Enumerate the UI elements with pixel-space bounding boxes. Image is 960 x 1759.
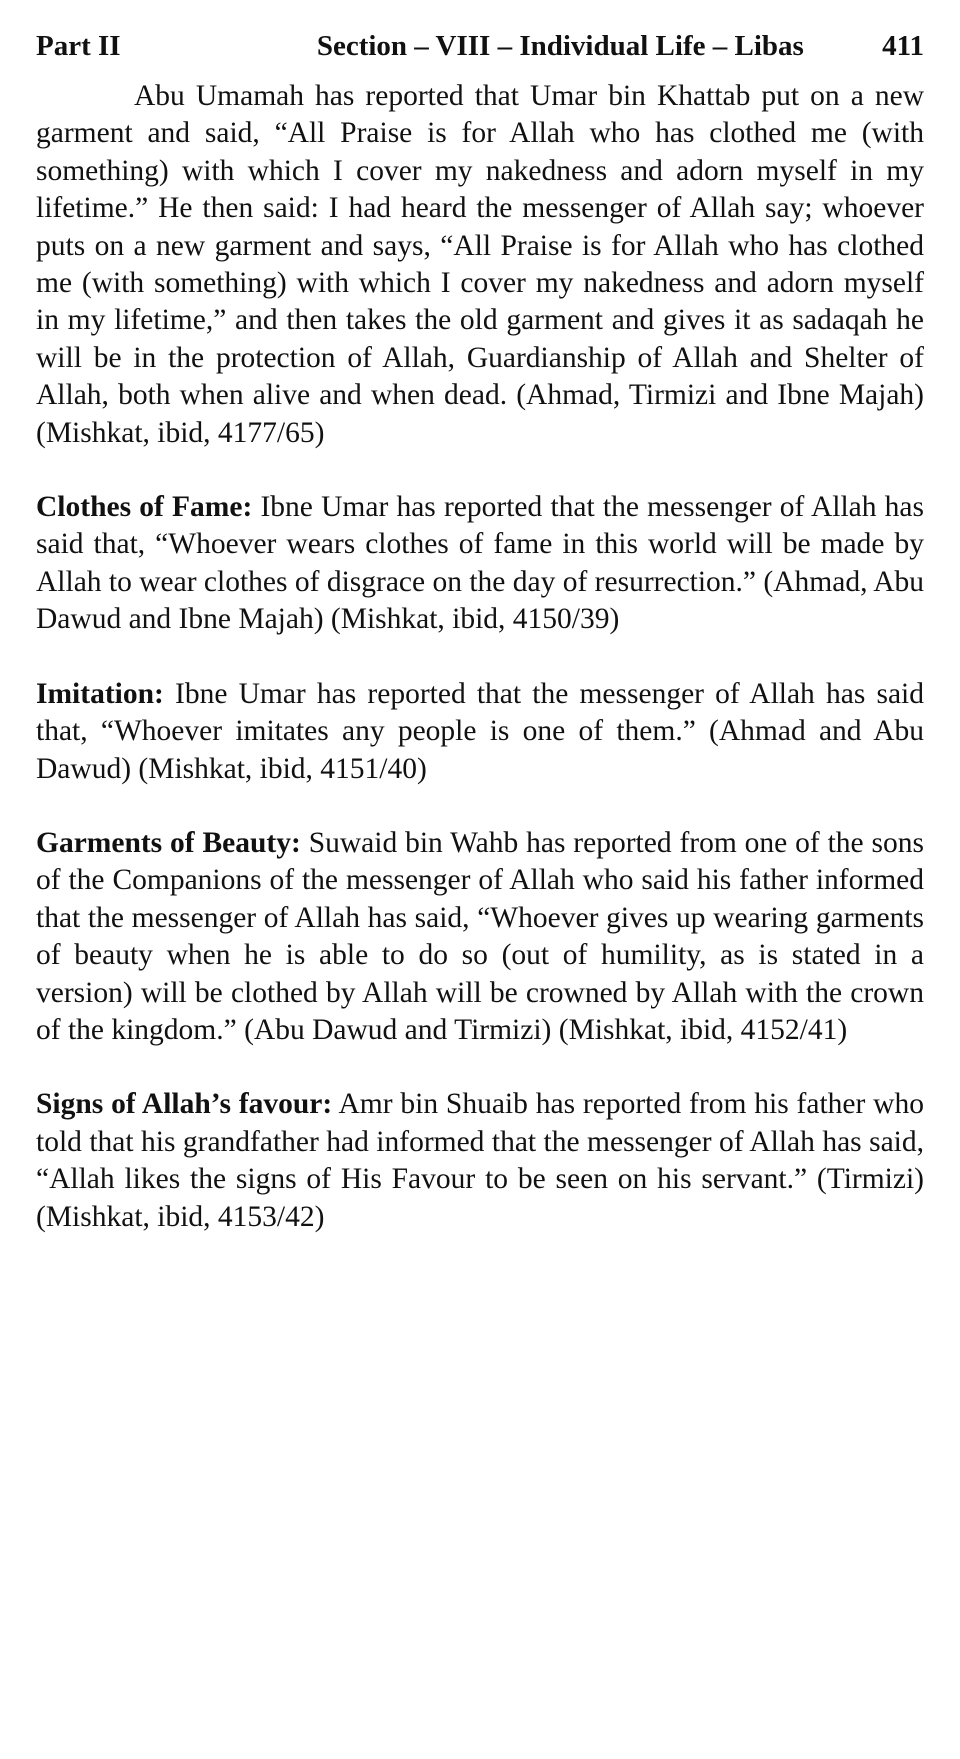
paragraph-heading: Clothes of Fame: xyxy=(36,491,253,524)
paragraph-text: Abu Umamah has reported that Umar bin Khattab put on a new garment and said, “All Praise is for Allah who has clothed me (with something) with which I cover my nakedness and adorn myself in my lifetime.” He then said: I had heard the messenger of Allah say; whoever puts on a new garment and says, “All Praise is for Allah who has clothed me (with something) with which I cover my nakedness and adorn myself in my lifetime,” and then takes the old garment and gives it as sadaqah he will be in the protection of Allah, Guardianship of Allah and Shelter of Allah, both when alive and when dead. (Ahmad, Tirmizi and Ibne Majah) (Mishkat, ibid, 4177/65) xyxy=(36,80,924,449)
section-title: Section – VIII – Individual Life – Libas xyxy=(316,30,804,62)
document-page xyxy=(36,22,924,1236)
paragraph-imitation xyxy=(36,676,924,788)
part-label: Part II xyxy=(36,30,121,62)
page-number: 411 xyxy=(882,30,924,62)
paragraph-intro xyxy=(36,78,924,452)
paragraph-heading: Signs of Allah’s favour: xyxy=(36,1088,333,1121)
paragraph-text: Suwaid bin Wahb has reported from one of the sons of the Companions of the messenger of Allah who said his father informed that the messenger of Allah has said, “Whoever gives up wearing garments of beauty when he is able to do so (out of humility, as is stated in a version) will be clothed by Allah will be crowned by Allah with the crown of the kingdom.” (Abu Dawud and Tirmizi) (Mishkat, ibid, 4152/41) xyxy=(36,826,924,1046)
paragraph-garments-of-beauty xyxy=(36,825,924,1049)
paragraph-signs-of-favour xyxy=(36,1086,924,1236)
paragraph-text: Amr bin Shuaib has reported from his father who told that his grandfather had informed that the messenger of Allah has said, “Allah likes the signs of His Favour to be seen on his servant.” (Tirmizi) (Mishkat, ibid, 4153/42) xyxy=(36,1088,924,1233)
paragraph-clothes-of-fame xyxy=(36,489,924,639)
paragraph-text: Ibne Umar has reported that the messenger of Allah has said that, “Whoever imitates any people is one of them.” (Ahmad and Abu Dawud) (Mishkat, ibid, 4151/40) xyxy=(36,677,924,785)
body-text xyxy=(36,78,924,1236)
paragraph-text: Ibne Umar has reported that the messenger of Allah has said that, “Whoever wears clothes of fame in this world will be made by Allah to wear clothes of disgrace on the day of resurrection.” (Ahmad, Abu Dawud and Ibne Majah) (Mishkat, ibid, 4150/39) xyxy=(36,491,925,636)
paragraph-heading: Garments of Beauty: xyxy=(36,826,301,859)
paragraph-heading: Imitation: xyxy=(36,677,164,710)
running-header xyxy=(36,22,924,70)
